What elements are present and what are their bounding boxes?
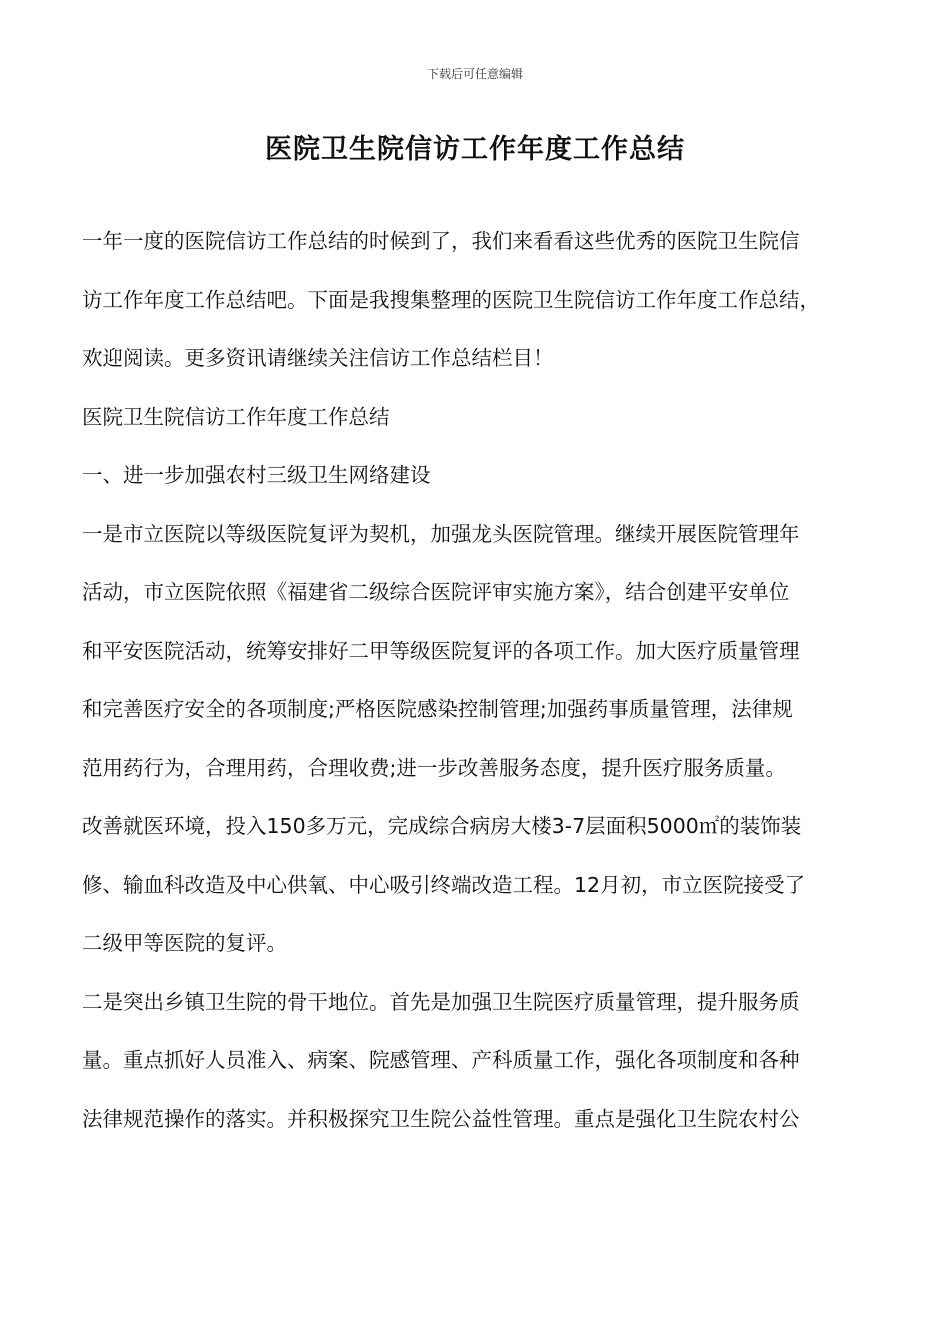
- body-line-para1-3: 和平安医院活动，统筹安排好二甲等级医院复评的各项工作。加大医疗质量管理: [82, 638, 800, 663]
- body-line-para1-6: 改善就医环境，投入150多万元，完成综合病房大楼3-7层面积5000㎡的装饰装: [82, 814, 802, 838]
- body-line-intro-3: 欢迎阅读。更多资讯请继续关注信访工作总结栏目！: [82, 346, 554, 370]
- body-line-para1-4: 和完善医疗安全的各项制度;严格医院感染控制管理;加强药事质量管理，法律规: [82, 697, 793, 721]
- body-line-para1-8: 二级甲等医院的复评。: [82, 931, 287, 955]
- body-line-para1-1: 一是市立医院以等级医院复评为契机，加强龙头医院管理。继续开展医院管理年: [82, 521, 800, 546]
- body-line-subtitle: 医院卫生院信访工作年度工作总结: [82, 404, 390, 429]
- header-note: 下载后可任意编辑: [426, 67, 523, 81]
- document-body: [82, 212, 882, 1148]
- body-line-para2-3: 法律规范操作的落实。并积极探究卫生院公益性管理。重点是强化卫生院农村公: [82, 1106, 800, 1131]
- body-line-para1-2: 活动，市立医院依照《福建省二级综合医院评审实施方案》，结合创建平安单位: [82, 580, 790, 604]
- body-line-intro-1: 一年一度的医院信访工作总结的时候到了，我们来看看这些优秀的医院卫生院信: [82, 229, 800, 253]
- document-title: 医院卫生院信访工作年度工作总结: [265, 134, 685, 165]
- body-line-para2-2: 量。重点抓好人员准入、病案、院感管理、产科质量工作，强化各项制度和各种: [82, 1048, 800, 1072]
- body-line-para1-5: 范用药行为，合理用药，合理收费;进一步改善服务态度，提升医疗服务质量。: [82, 755, 786, 780]
- body-line-intro-2: 访工作年度工作总结吧。下面是我搜集整理的医院卫生院信访工作年度工作总结，: [82, 287, 820, 312]
- section-heading-1: 一、进一步加强农村三级卫生网络建设: [82, 463, 431, 487]
- body-line-para2-1: 二是突出乡镇卫生院的骨干地位。首先是加强卫生院医疗质量管理，提升服务质: [82, 989, 800, 1014]
- body-line-para1-7: 修、输血科改造及中心供氧、中心吸引终端改造工程。12月初，市立医院接受了: [82, 872, 806, 897]
